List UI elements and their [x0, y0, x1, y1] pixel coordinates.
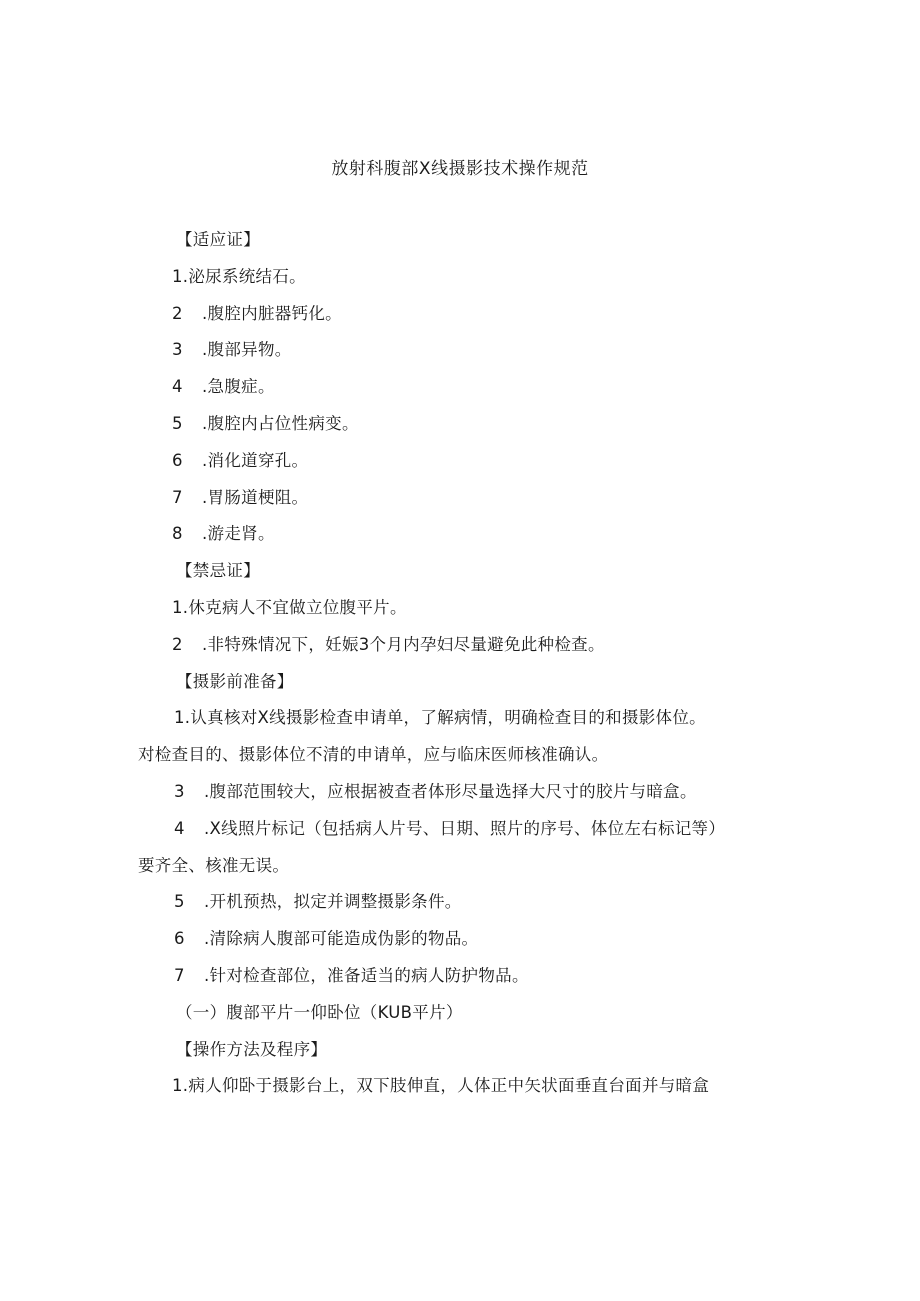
item-number: 1.	[172, 597, 189, 617]
item-number: 8	[172, 524, 183, 544]
item-number: 4	[172, 377, 183, 397]
item-number: 1.	[172, 266, 189, 286]
list-item	[138, 296, 788, 333]
item-text: .X线照片标记（包括病人片号、日期、照片的序号、体位左右标记等）	[204, 818, 726, 838]
list-item	[138, 774, 788, 811]
item-text: .非特殊情况下，妊娠3个月内孕妇尽量避免此种检查。	[202, 634, 605, 654]
item-text: .腹腔内脏器钙化。	[202, 303, 342, 323]
item-text: 休克病人不宜做立位腹平片。	[188, 597, 407, 617]
item-number: 2	[172, 634, 183, 654]
list-item	[138, 369, 788, 406]
list-item	[138, 480, 788, 517]
item-text: .腹腔内占位性病变。	[202, 413, 359, 433]
item-text: .针对检查部位，准备适当的病人防护物品。	[204, 965, 529, 985]
paragraph-line: 要齐全、核准无误。	[138, 855, 290, 875]
item-text: .开机预热，拟定并调整摄影条件。	[204, 892, 462, 912]
item-number: 6	[172, 450, 183, 470]
item-text: 泌尿系统结石。	[188, 266, 306, 286]
paragraph-line: 1.病人仰卧于摄影台上，双下肢伸直，人体正中矢状面垂直台面并与暗盒	[172, 1076, 710, 1096]
list-item	[138, 332, 788, 369]
list-item	[138, 884, 788, 921]
item-text: .腹部范围较大，应根据被查者体形尽量选择大尺寸的胶片与暗盒。	[204, 781, 697, 801]
item-text: .胃肠道梗阻。	[202, 487, 309, 507]
list-item	[138, 443, 788, 480]
item-number: 5	[174, 892, 185, 912]
section-heading-procedure: 【操作方法及程序】	[176, 1039, 328, 1059]
paragraph-line: 1.认真核对X线摄影检查申请单，了解病情，明确检查目的和摄影体位。	[174, 708, 706, 728]
item-number: 7	[172, 487, 183, 507]
item-text: .清除病人腹部可能造成伪影的物品。	[204, 929, 479, 949]
item-text: .消化道穿孔。	[202, 450, 309, 470]
section-heading-contraindications: 【禁忌证】	[176, 561, 260, 581]
item-number: 5	[172, 413, 183, 433]
list-item	[138, 406, 788, 443]
list-item	[138, 958, 788, 995]
item-number: 6	[174, 929, 185, 949]
item-number: 7	[174, 965, 185, 985]
item-text: .腹部异物。	[202, 340, 292, 360]
list-item	[138, 921, 788, 958]
document-body	[138, 222, 788, 1105]
item-number: 3	[174, 781, 185, 801]
section-heading-indications: 【适应证】	[176, 230, 260, 249]
list-item	[138, 627, 788, 664]
item-text: .急腹症。	[202, 377, 275, 397]
subsection-heading: （一）腹部平片一仰卧位（KUB平片）	[176, 1002, 463, 1022]
item-number: 3	[172, 340, 183, 360]
item-number: 4	[174, 818, 185, 838]
list-item	[138, 516, 788, 553]
list-item	[138, 811, 788, 848]
paragraph-line: 对检查目的、摄影体位不清的申请单，应与临床医师核准确认。	[138, 745, 609, 765]
section-heading-preparation: 【摄影前准备】	[176, 671, 294, 691]
item-number: 2	[172, 303, 183, 323]
list-item	[138, 590, 788, 627]
list-item	[138, 259, 788, 296]
item-text: .游走肾。	[202, 524, 275, 544]
page-title: 放射科腹部X线摄影技术操作规范	[331, 159, 589, 179]
